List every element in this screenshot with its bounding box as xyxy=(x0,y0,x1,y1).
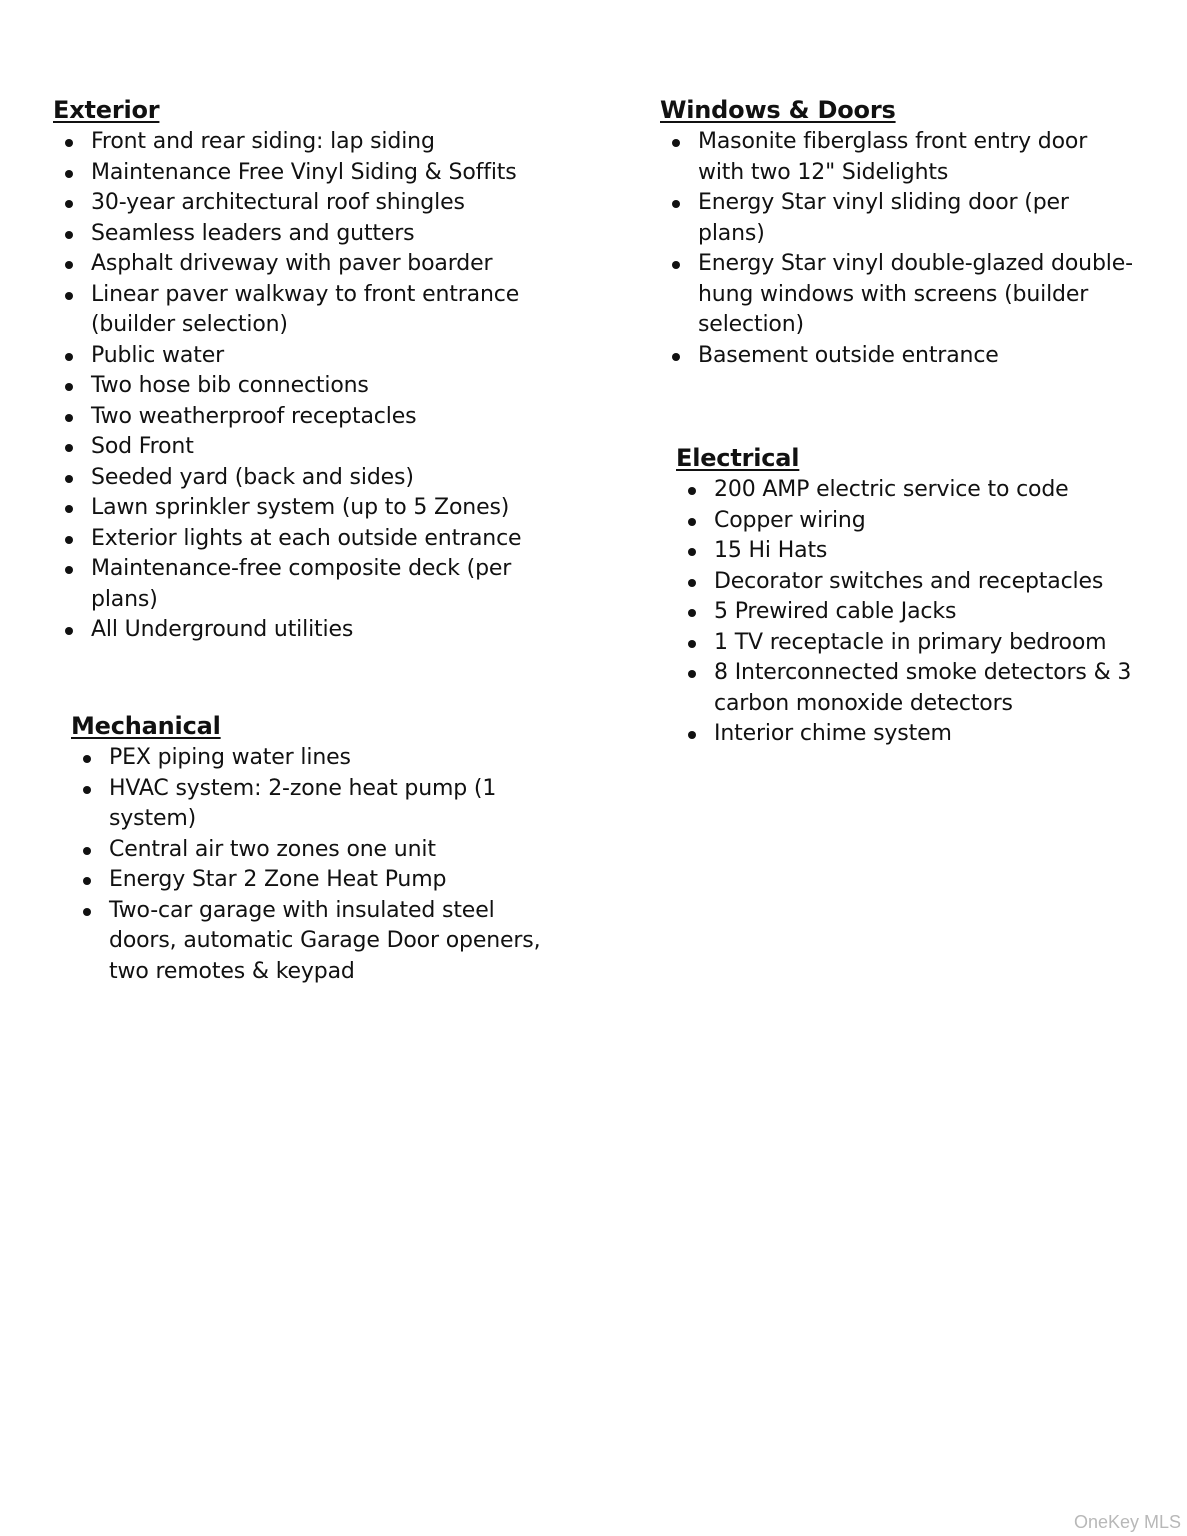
list-item: Linear paver walkway to front entrance (builder selection) xyxy=(53,280,553,341)
exterior-list xyxy=(53,127,553,646)
list-item: 8 Interconnected smoke detectors & 3 carbon monoxide detectors xyxy=(676,658,1146,719)
list-item: Decorator switches and receptacles xyxy=(676,567,1146,598)
list-item: Exterior lights at each outside entrance xyxy=(53,524,553,555)
list-item: Public water xyxy=(53,341,553,372)
list-item: Masonite fiberglass front entry door with two 12" Sidelights xyxy=(660,127,1140,188)
watermark: OneKey MLS xyxy=(1073,1512,1181,1532)
exterior-heading: Exterior xyxy=(53,96,160,124)
list-item: Maintenance-free composite deck (per plans) xyxy=(53,554,553,615)
electrical-section xyxy=(676,443,1146,750)
list-item: Maintenance Free Vinyl Siding & Soffits xyxy=(53,158,553,189)
windows-doors-heading: Windows & Doors xyxy=(660,96,896,124)
list-item: 30-year architectural roof shingles xyxy=(53,188,553,219)
list-item: PEX piping water lines xyxy=(71,743,541,774)
list-item: Energy Star 2 Zone Heat Pump xyxy=(71,865,541,896)
electrical-list xyxy=(676,475,1146,750)
list-item: Two weatherproof receptacles xyxy=(53,402,553,433)
list-item: Energy Star vinyl sliding door (per plans) xyxy=(660,188,1140,249)
list-item: Central air two zones one unit xyxy=(71,835,541,866)
exterior-section xyxy=(53,95,553,646)
list-item: Energy Star vinyl double-glazed double-hung windows with screens (builder selection) xyxy=(660,249,1140,341)
list-item: Front and rear siding: lap siding xyxy=(53,127,553,158)
list-item: Asphalt driveway with paver boarder xyxy=(53,249,553,280)
mechanical-list xyxy=(71,743,541,987)
windows-doors-list xyxy=(660,127,1140,371)
list-item: Seeded yard (back and sides) xyxy=(53,463,553,494)
mechanical-heading: Mechanical xyxy=(71,712,221,740)
list-item: Seamless leaders and gutters xyxy=(53,219,553,250)
windows-doors-section xyxy=(660,95,1140,371)
list-item: 15 Hi Hats xyxy=(676,536,1146,567)
list-item: Interior chime system xyxy=(676,719,1146,750)
list-item: Copper wiring xyxy=(676,506,1146,537)
electrical-heading: Electrical xyxy=(676,444,800,472)
list-item: 200 AMP electric service to code xyxy=(676,475,1146,506)
list-item: Sod Front xyxy=(53,432,553,463)
list-item: 5 Prewired cable Jacks xyxy=(676,597,1146,628)
list-item: Two-car garage with insulated steel doors, automatic Garage Door openers, two remotes & keypad xyxy=(71,896,541,988)
list-item: HVAC system: 2-zone heat pump (1 system) xyxy=(71,774,541,835)
list-item: All Underground utilities xyxy=(53,615,553,646)
list-item: 1 TV receptacle in primary bedroom xyxy=(676,628,1146,659)
list-item: Basement outside entrance xyxy=(660,341,1140,372)
mechanical-section xyxy=(71,711,541,987)
list-item: Two hose bib connections xyxy=(53,371,553,402)
list-item: Lawn sprinkler system (up to 5 Zones) xyxy=(53,493,553,524)
